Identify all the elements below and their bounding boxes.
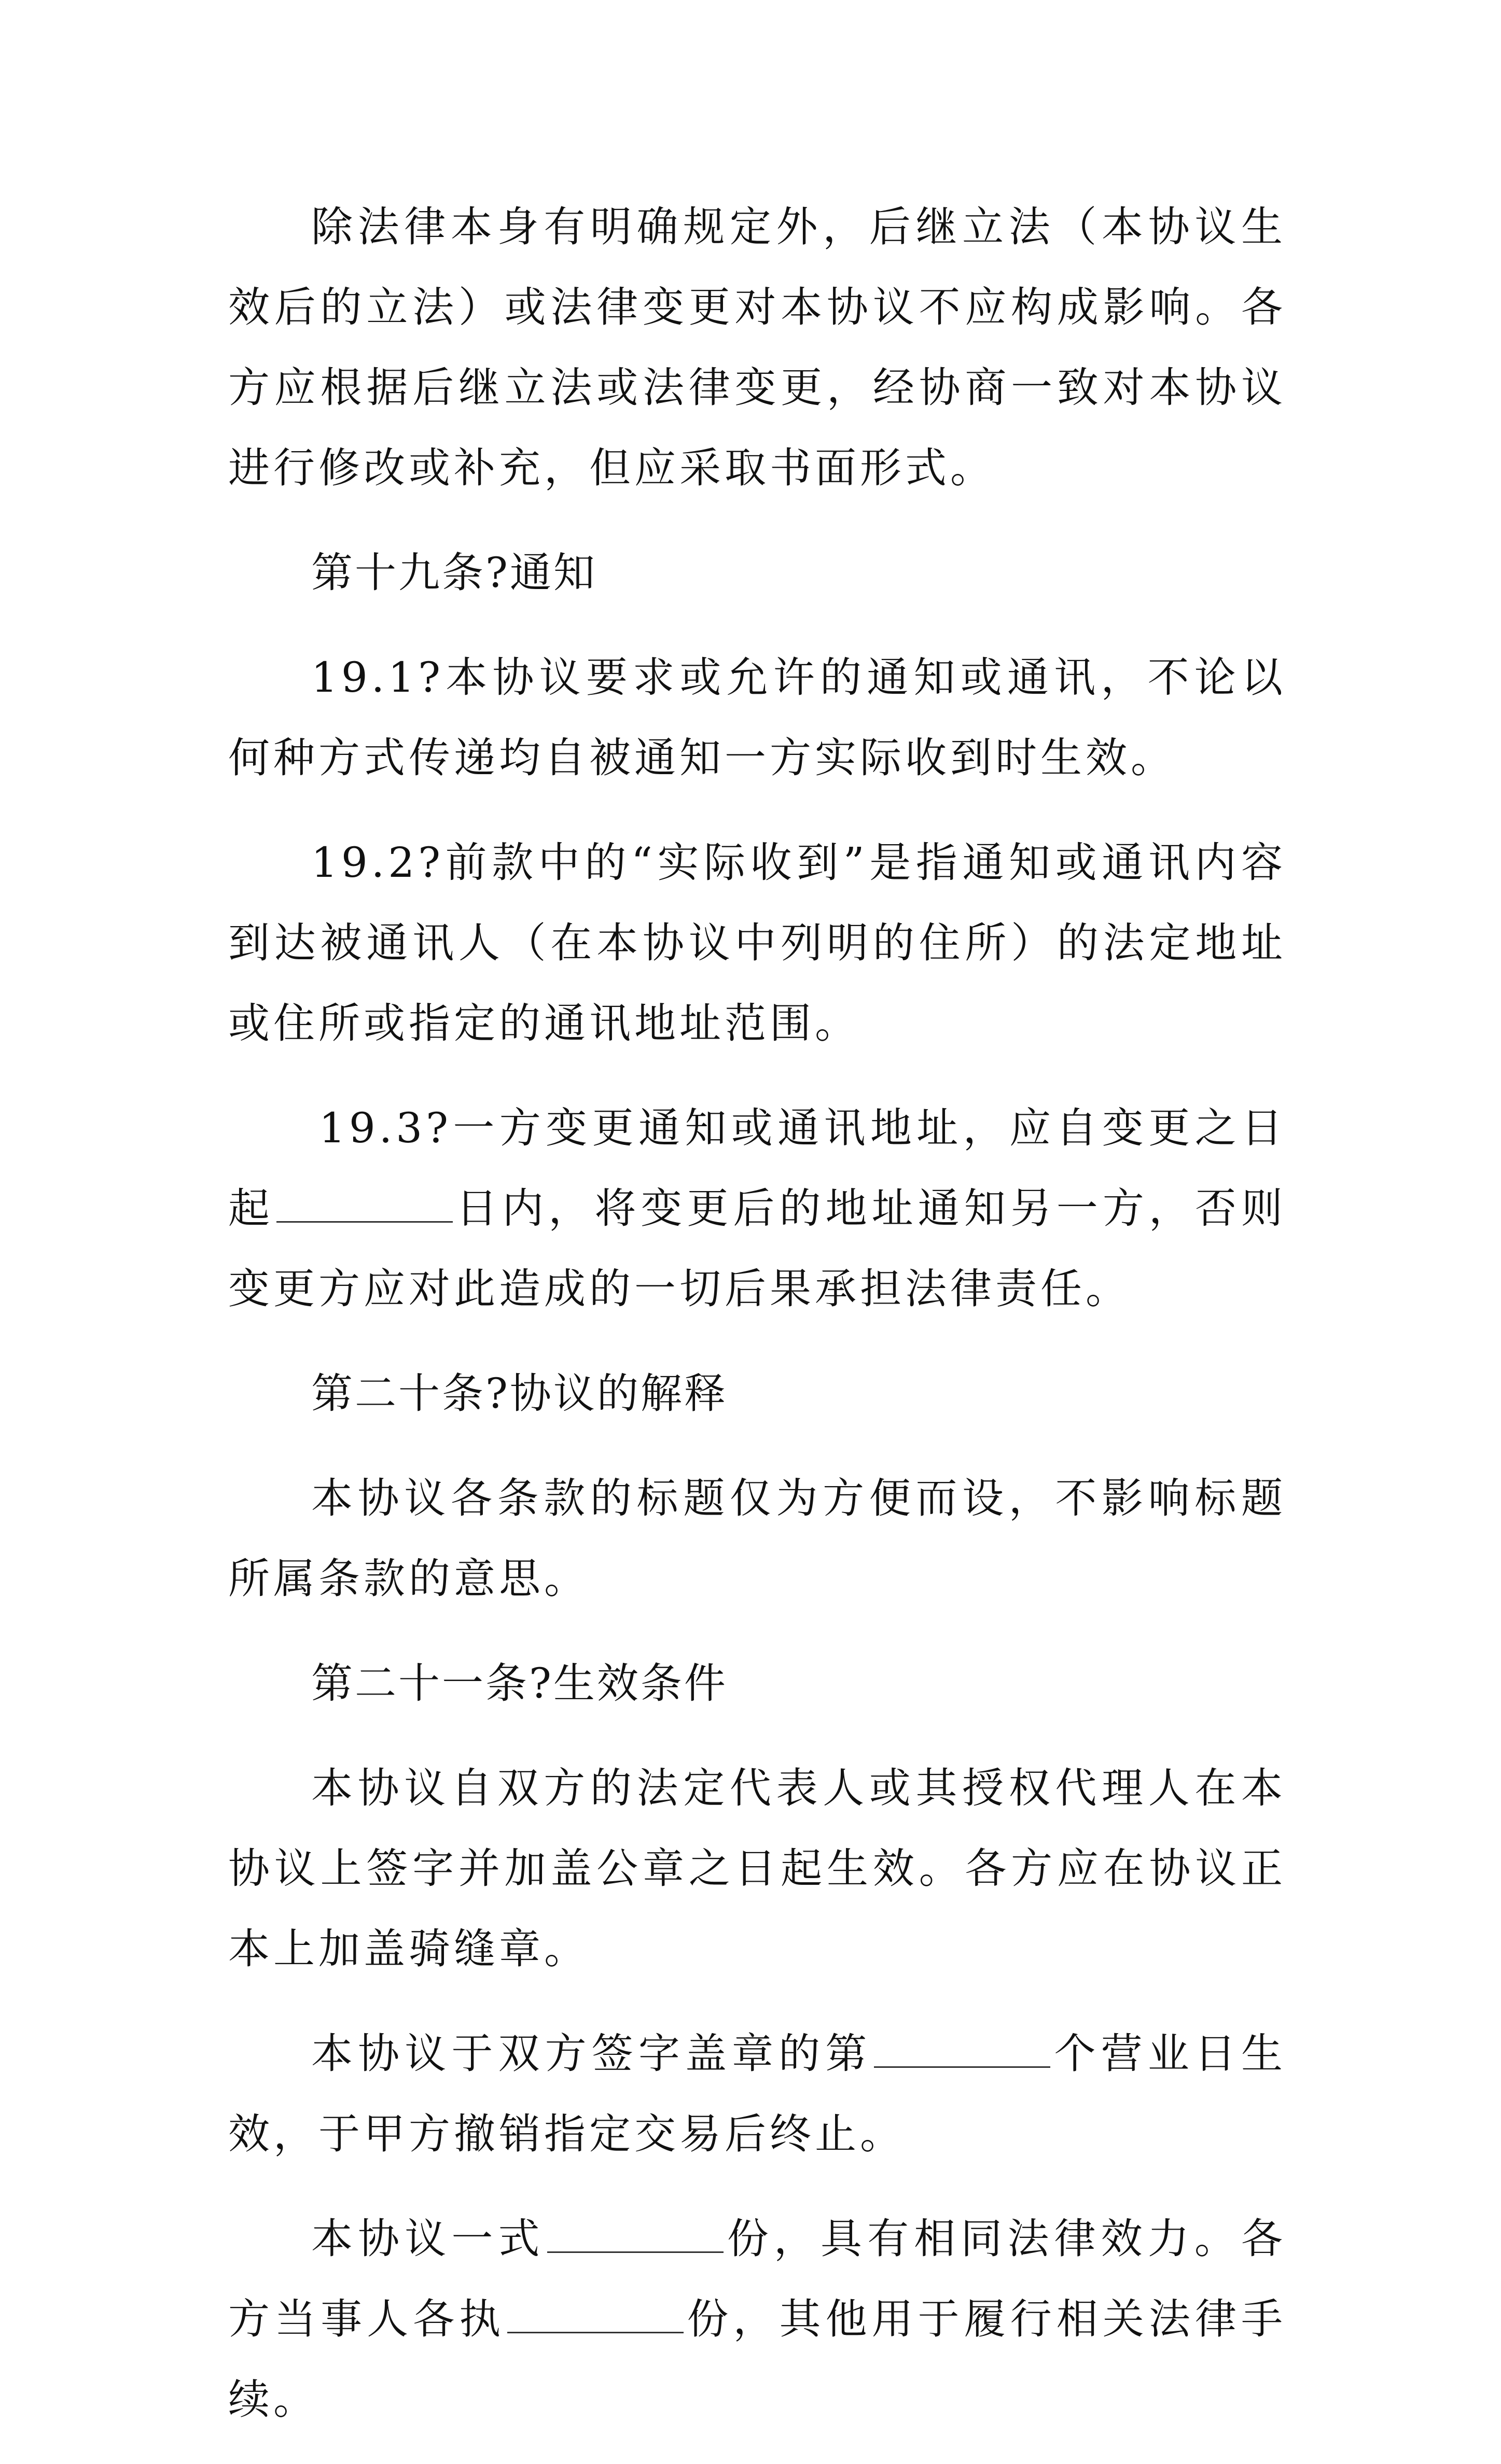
clause-21-2-text-a: 本协议于双方签字盖章的第: [311, 2029, 872, 2078]
clause-20: 本协议各条款的标题仅为方便而设，不影响标题所属条款的意思。: [228, 1474, 1286, 1603]
article-21-heading: 第二十一条?生效条件: [311, 1659, 728, 1707]
clause-21-2: [228, 2013, 1286, 2174]
blank-days-field[interactable]: [276, 1184, 453, 1223]
paragraph-subsequent-legislation: 除法律本身有明确规定外，后继立法（本协议生效后的立法）或法律变更对本协议不应构成影响。各方应根据后继立法或法律变更，经协商一致对本协议进行修改或补充，但应采取书面形式。: [228, 203, 1286, 492]
clause-21-3-text-c: 份，其他用于履行相关法律手续。: [228, 2295, 1287, 2424]
blank-copies-each-field[interactable]: [507, 2294, 684, 2333]
clause-19-3-text-a: 19.3?一方变更通知或通讯地址，应自变更之日起: [228, 1104, 1286, 1233]
clause-19-3: [228, 1088, 1286, 1329]
blank-business-day-field[interactable]: [874, 2029, 1050, 2068]
clause-21-3-text-b: 份，具有相同法律效力。各方当事人各执: [228, 2215, 1287, 2343]
clause-19-1: 19.1?本协议要求或允许的通知或通讯，不论以何种方式传递均自被通知一方实际收到时生效。: [228, 653, 1286, 782]
document-page: [228, 187, 1286, 2464]
clause-21-3: [228, 2199, 1286, 2440]
clause-21-2-text-b: 个营业日生效，于甲方撤销指定交易后终止。: [228, 2029, 1287, 2158]
clause-19-3-text-b: 日内，将变更后的地址通知另一方，否则变更方应对此造成的一切后果承担法律责任。: [228, 1184, 1287, 1313]
article-19-heading: 第十九条?通知: [311, 549, 597, 597]
clause-21-1: 本协议自双方的法定代表人或其授权代理人在本协议上签字并加盖公章之日起生效。各方应在协议正本上加盖骑缝章。: [228, 1764, 1286, 1973]
clause-19-2: 19.2?前款中的“实际收到”是指通知或通讯内容到达被通讯人（在本协议中列明的住所）的法定地址或住所或指定的通讯地址范围。: [228, 838, 1286, 1047]
blank-copies-total-field[interactable]: [547, 2214, 724, 2253]
article-20-heading: 第二十条?协议的解释: [311, 1369, 728, 1418]
clause-21-3-text-a: 本协议一式: [311, 2215, 545, 2263]
